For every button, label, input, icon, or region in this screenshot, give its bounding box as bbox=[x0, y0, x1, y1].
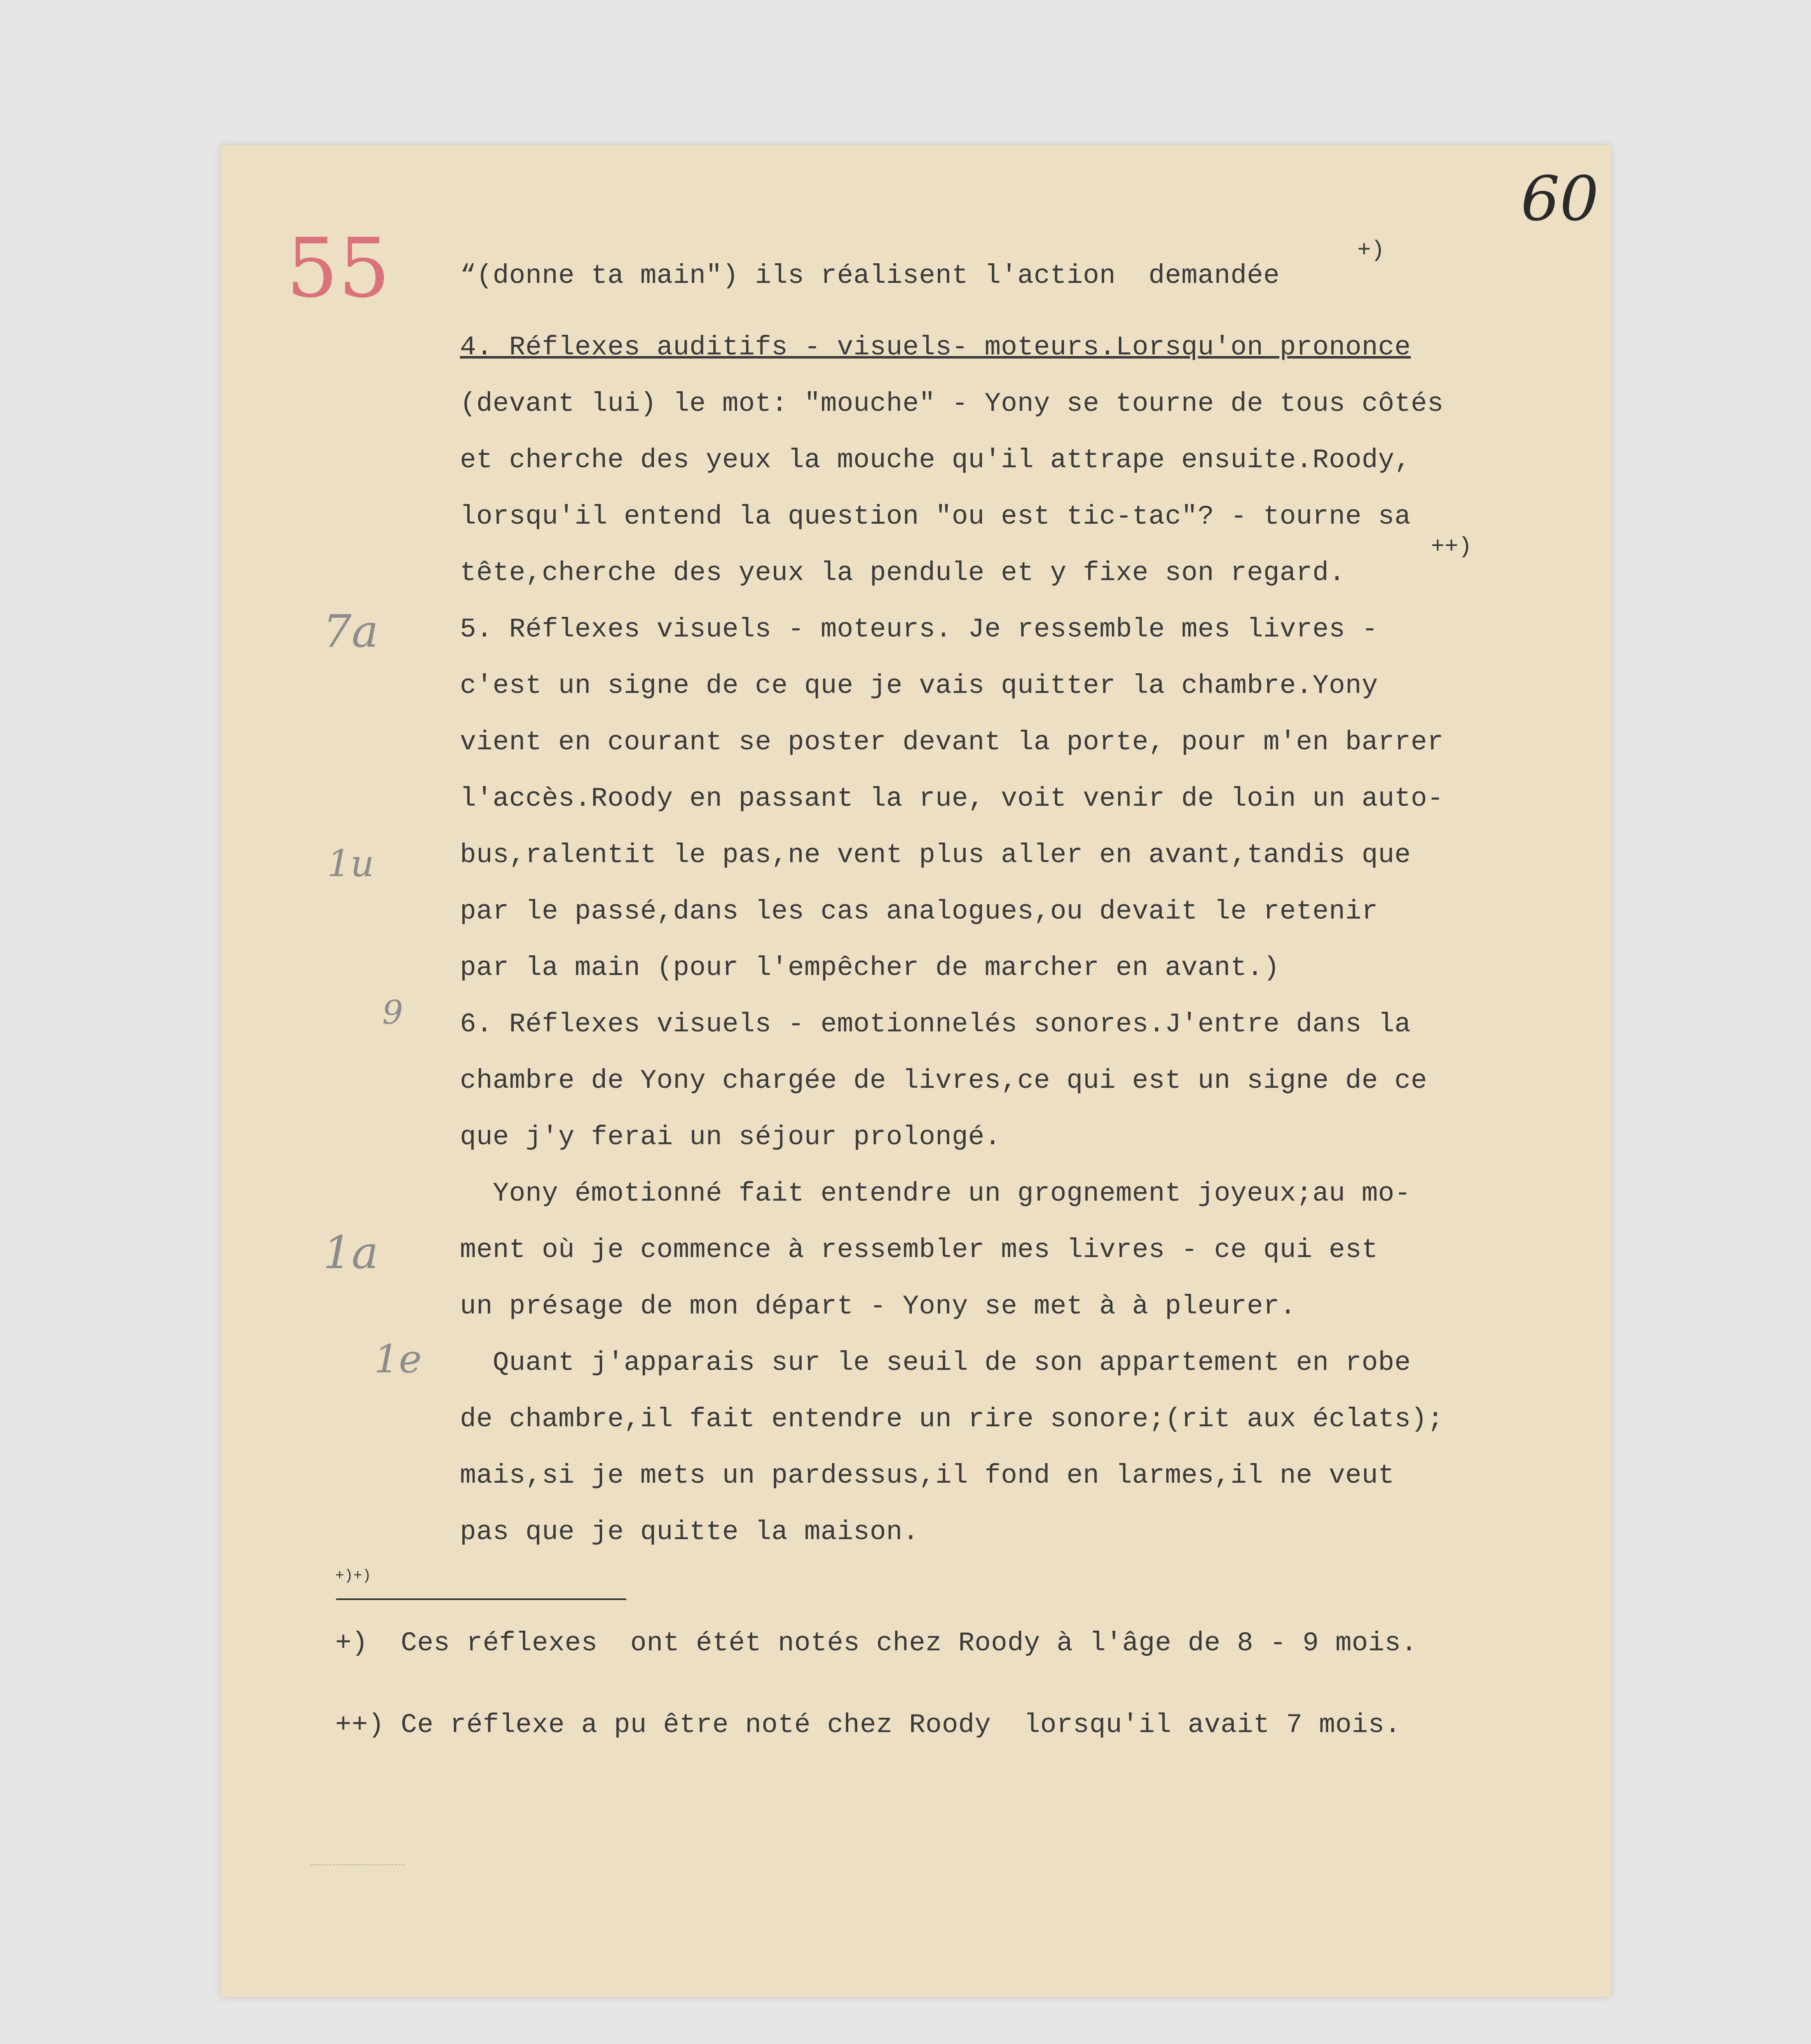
footnote-marker-2: ++) bbox=[1431, 533, 1472, 560]
margin-note: 1u bbox=[327, 842, 374, 885]
text-line: par le passé,dans les cas analogues,ou devait le retenir bbox=[460, 896, 1378, 927]
text-line: ment où je commence à ressembler mes livres - ce qui est bbox=[460, 1235, 1378, 1265]
margin-note: 7a bbox=[323, 605, 379, 657]
paper-mark bbox=[311, 1864, 405, 1865]
text-line: “(donne ta main") ils réalisent l'action demandée bbox=[460, 260, 1280, 291]
red-page-number: 55 bbox=[286, 221, 390, 316]
text-line: 4. Réflexes auditifs - visuels- moteurs.Lorsqu'on prononce bbox=[460, 332, 1411, 363]
text-line: (devant lui) le mot: "mouche" - Yony se tourne de tous côtés bbox=[460, 388, 1444, 419]
text-line: 5. Réflexes visuels - moteurs. Je ressemble mes livres - bbox=[460, 614, 1378, 645]
text-line: l'accès.Roody en passant la rue, voit venir de loin un auto- bbox=[460, 783, 1444, 814]
text-line: Yony émotionné fait entendre un grognement joyeux;au mo- bbox=[460, 1178, 1411, 1209]
footnote-marker-1: +) bbox=[1357, 237, 1385, 263]
margin-note: 1e bbox=[374, 1337, 422, 1382]
text-line: de chambre,il fait entendre un rire sonore;(rit aux éclats); bbox=[460, 1404, 1444, 1434]
text-line: par la main (pour l'empêcher de marcher en avant.) bbox=[460, 953, 1280, 983]
footnote-rule-marker: +)+) bbox=[335, 1567, 372, 1584]
footnote: +) Ces réflexes ont étét notés chez Roody à l'âge de 8 - 9 mois. bbox=[335, 1628, 1418, 1659]
text-line: et cherche des yeux la mouche qu'il attrape ensuite.Roody, bbox=[460, 445, 1411, 475]
text-line: un présage de mon départ - Yony se met à à pleurer. bbox=[460, 1291, 1296, 1322]
text-line: tête,cherche des yeux la pendule et y fixe son regard. bbox=[460, 558, 1345, 588]
text-line: lorsqu'il entend la question "ou est tic-tac"? - tourne sa bbox=[460, 501, 1411, 532]
text-line: c'est un signe de ce que je vais quitter la chambre.Yony bbox=[460, 670, 1378, 701]
text-line: chambre de Yony chargée de livres,ce qui est un signe de ce bbox=[460, 1065, 1428, 1096]
margin-note: 9 bbox=[382, 993, 403, 1031]
text-line: 6. Réflexes visuels - emotionnelés sonores.J'entre dans la bbox=[460, 1009, 1411, 1040]
text-line: Quant j'apparais sur le seuil de son appartement en robe bbox=[460, 1347, 1411, 1378]
text-line: que j'y ferai un séjour prolongé. bbox=[460, 1122, 1001, 1152]
text-line: bus,ralentit le pas,ne vent plus aller en avant,tandis que bbox=[460, 840, 1411, 870]
text-line: pas que je quitte la maison. bbox=[460, 1517, 919, 1547]
page-folio-number: 60 bbox=[1521, 164, 1599, 235]
footnote: ++) Ce réflexe a pu être noté chez Roody lorsqu'il avait 7 mois. bbox=[335, 1710, 1401, 1740]
margin-note: 1a bbox=[323, 1226, 379, 1279]
footnote-rule bbox=[336, 1598, 626, 1600]
text-line: mais,si je mets un pardessus,il fond en larmes,il ne veut bbox=[460, 1460, 1395, 1491]
text-line: vient en courant se poster devant la porte, pour m'en barrer bbox=[460, 727, 1444, 758]
